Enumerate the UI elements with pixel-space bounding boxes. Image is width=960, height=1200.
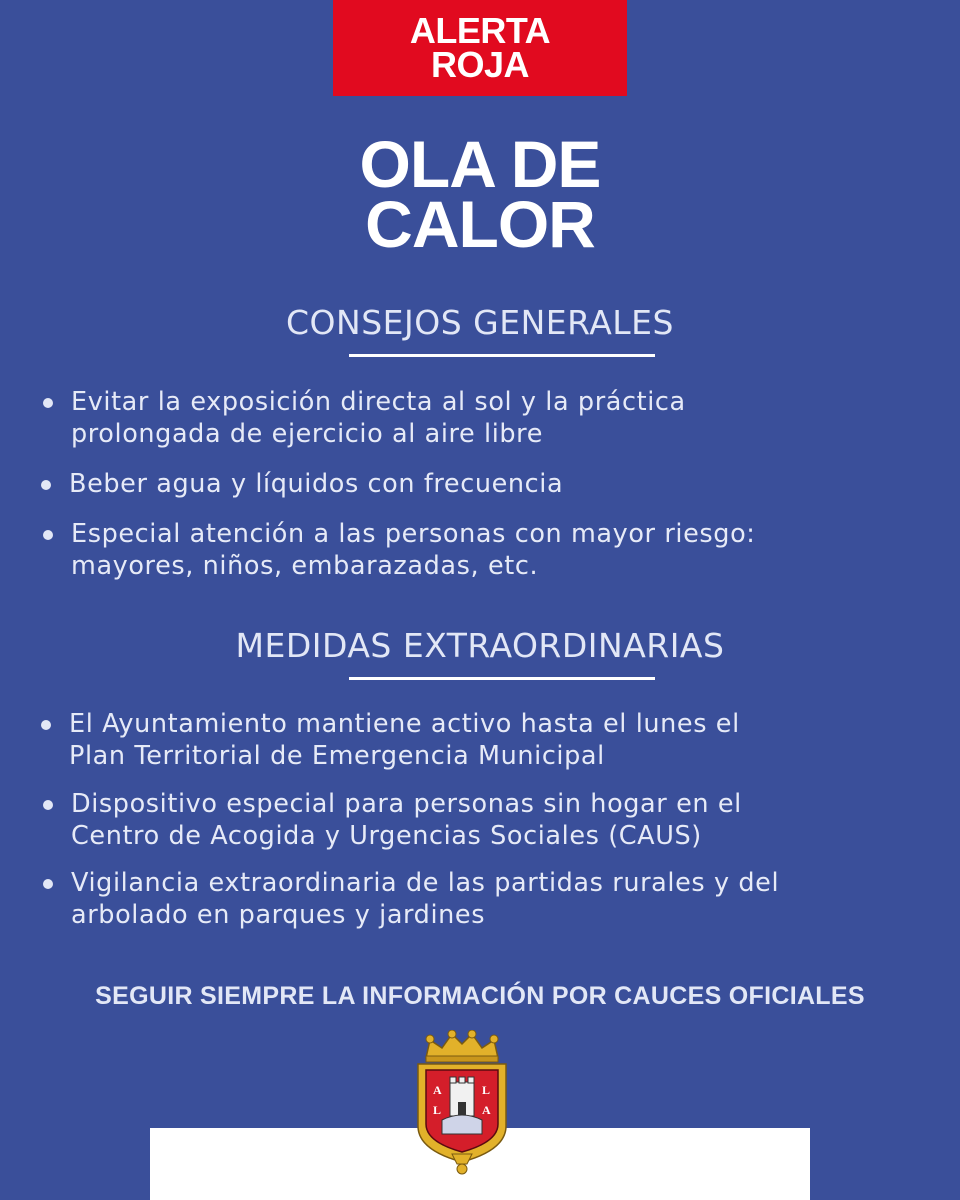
bullet-icon bbox=[41, 480, 51, 490]
pendant-icon bbox=[452, 1154, 472, 1174]
list-item-text bbox=[71, 867, 951, 931]
page-title-line2: CALOR bbox=[365, 187, 595, 261]
emblem-letter: L bbox=[433, 1103, 442, 1117]
bullet-icon bbox=[43, 398, 53, 408]
page-title bbox=[0, 127, 960, 261]
list-item-text bbox=[69, 708, 949, 772]
list-item-line: mayores, niños, embarazadas, etc. bbox=[71, 551, 539, 581]
list-item-text bbox=[69, 468, 949, 500]
list-item-text bbox=[71, 386, 951, 450]
footer-note: SEGUIR SIEMPRE LA INFORMACIÓN POR CAUCES OFICIALES bbox=[95, 982, 865, 1010]
list-item-text bbox=[71, 788, 951, 852]
bullet-icon bbox=[43, 879, 53, 889]
bullet-icon bbox=[43, 800, 53, 810]
bullet-icon bbox=[43, 530, 53, 540]
emblem-letter: L bbox=[482, 1083, 491, 1097]
section-underline bbox=[349, 677, 655, 680]
list-item-line: arbolado en parques y jardines bbox=[71, 900, 486, 930]
alert-badge-line2: ROJA bbox=[430, 44, 530, 85]
list-item-line: Evitar la exposición directa al sol y la práctica bbox=[71, 387, 686, 417]
section-heading-consejos: CONSEJOS GENERALES bbox=[286, 303, 674, 342]
list-item-line: Vigilancia extraordinaria de las partidas rurales y del bbox=[71, 868, 780, 898]
list-item-line: Beber agua y líquidos con frecuencia bbox=[69, 469, 564, 499]
bullet-icon bbox=[41, 720, 51, 730]
list-item-line: prolongada de ejercicio al aire libre bbox=[71, 419, 543, 449]
list-item-line: Plan Territorial de Emergencia Municipal bbox=[69, 741, 605, 771]
emblem-letter: A bbox=[433, 1083, 442, 1097]
list-item-text bbox=[71, 518, 951, 582]
page-title-line1: OLA DE bbox=[359, 127, 601, 201]
coat-of-arms-icon bbox=[412, 1030, 512, 1175]
alert-badge-line1: ALERTA bbox=[409, 10, 551, 51]
emblem-letter: A bbox=[482, 1103, 491, 1117]
crown-icon bbox=[426, 1030, 498, 1062]
list-item-line: Dispositivo especial para personas sin hogar en el bbox=[71, 789, 742, 819]
section-underline bbox=[349, 354, 655, 357]
list-item-line: Centro de Acogida y Urgencias Sociales (CAUS) bbox=[71, 821, 702, 851]
alert-badge bbox=[333, 0, 627, 96]
list-item-line: El Ayuntamiento mantiene activo hasta el lunes el bbox=[69, 709, 740, 739]
section-heading-medidas: MEDIDAS EXTRAORDINARIAS bbox=[235, 626, 725, 665]
list-item-line: Especial atención a las personas con mayor riesgo: bbox=[71, 519, 756, 549]
